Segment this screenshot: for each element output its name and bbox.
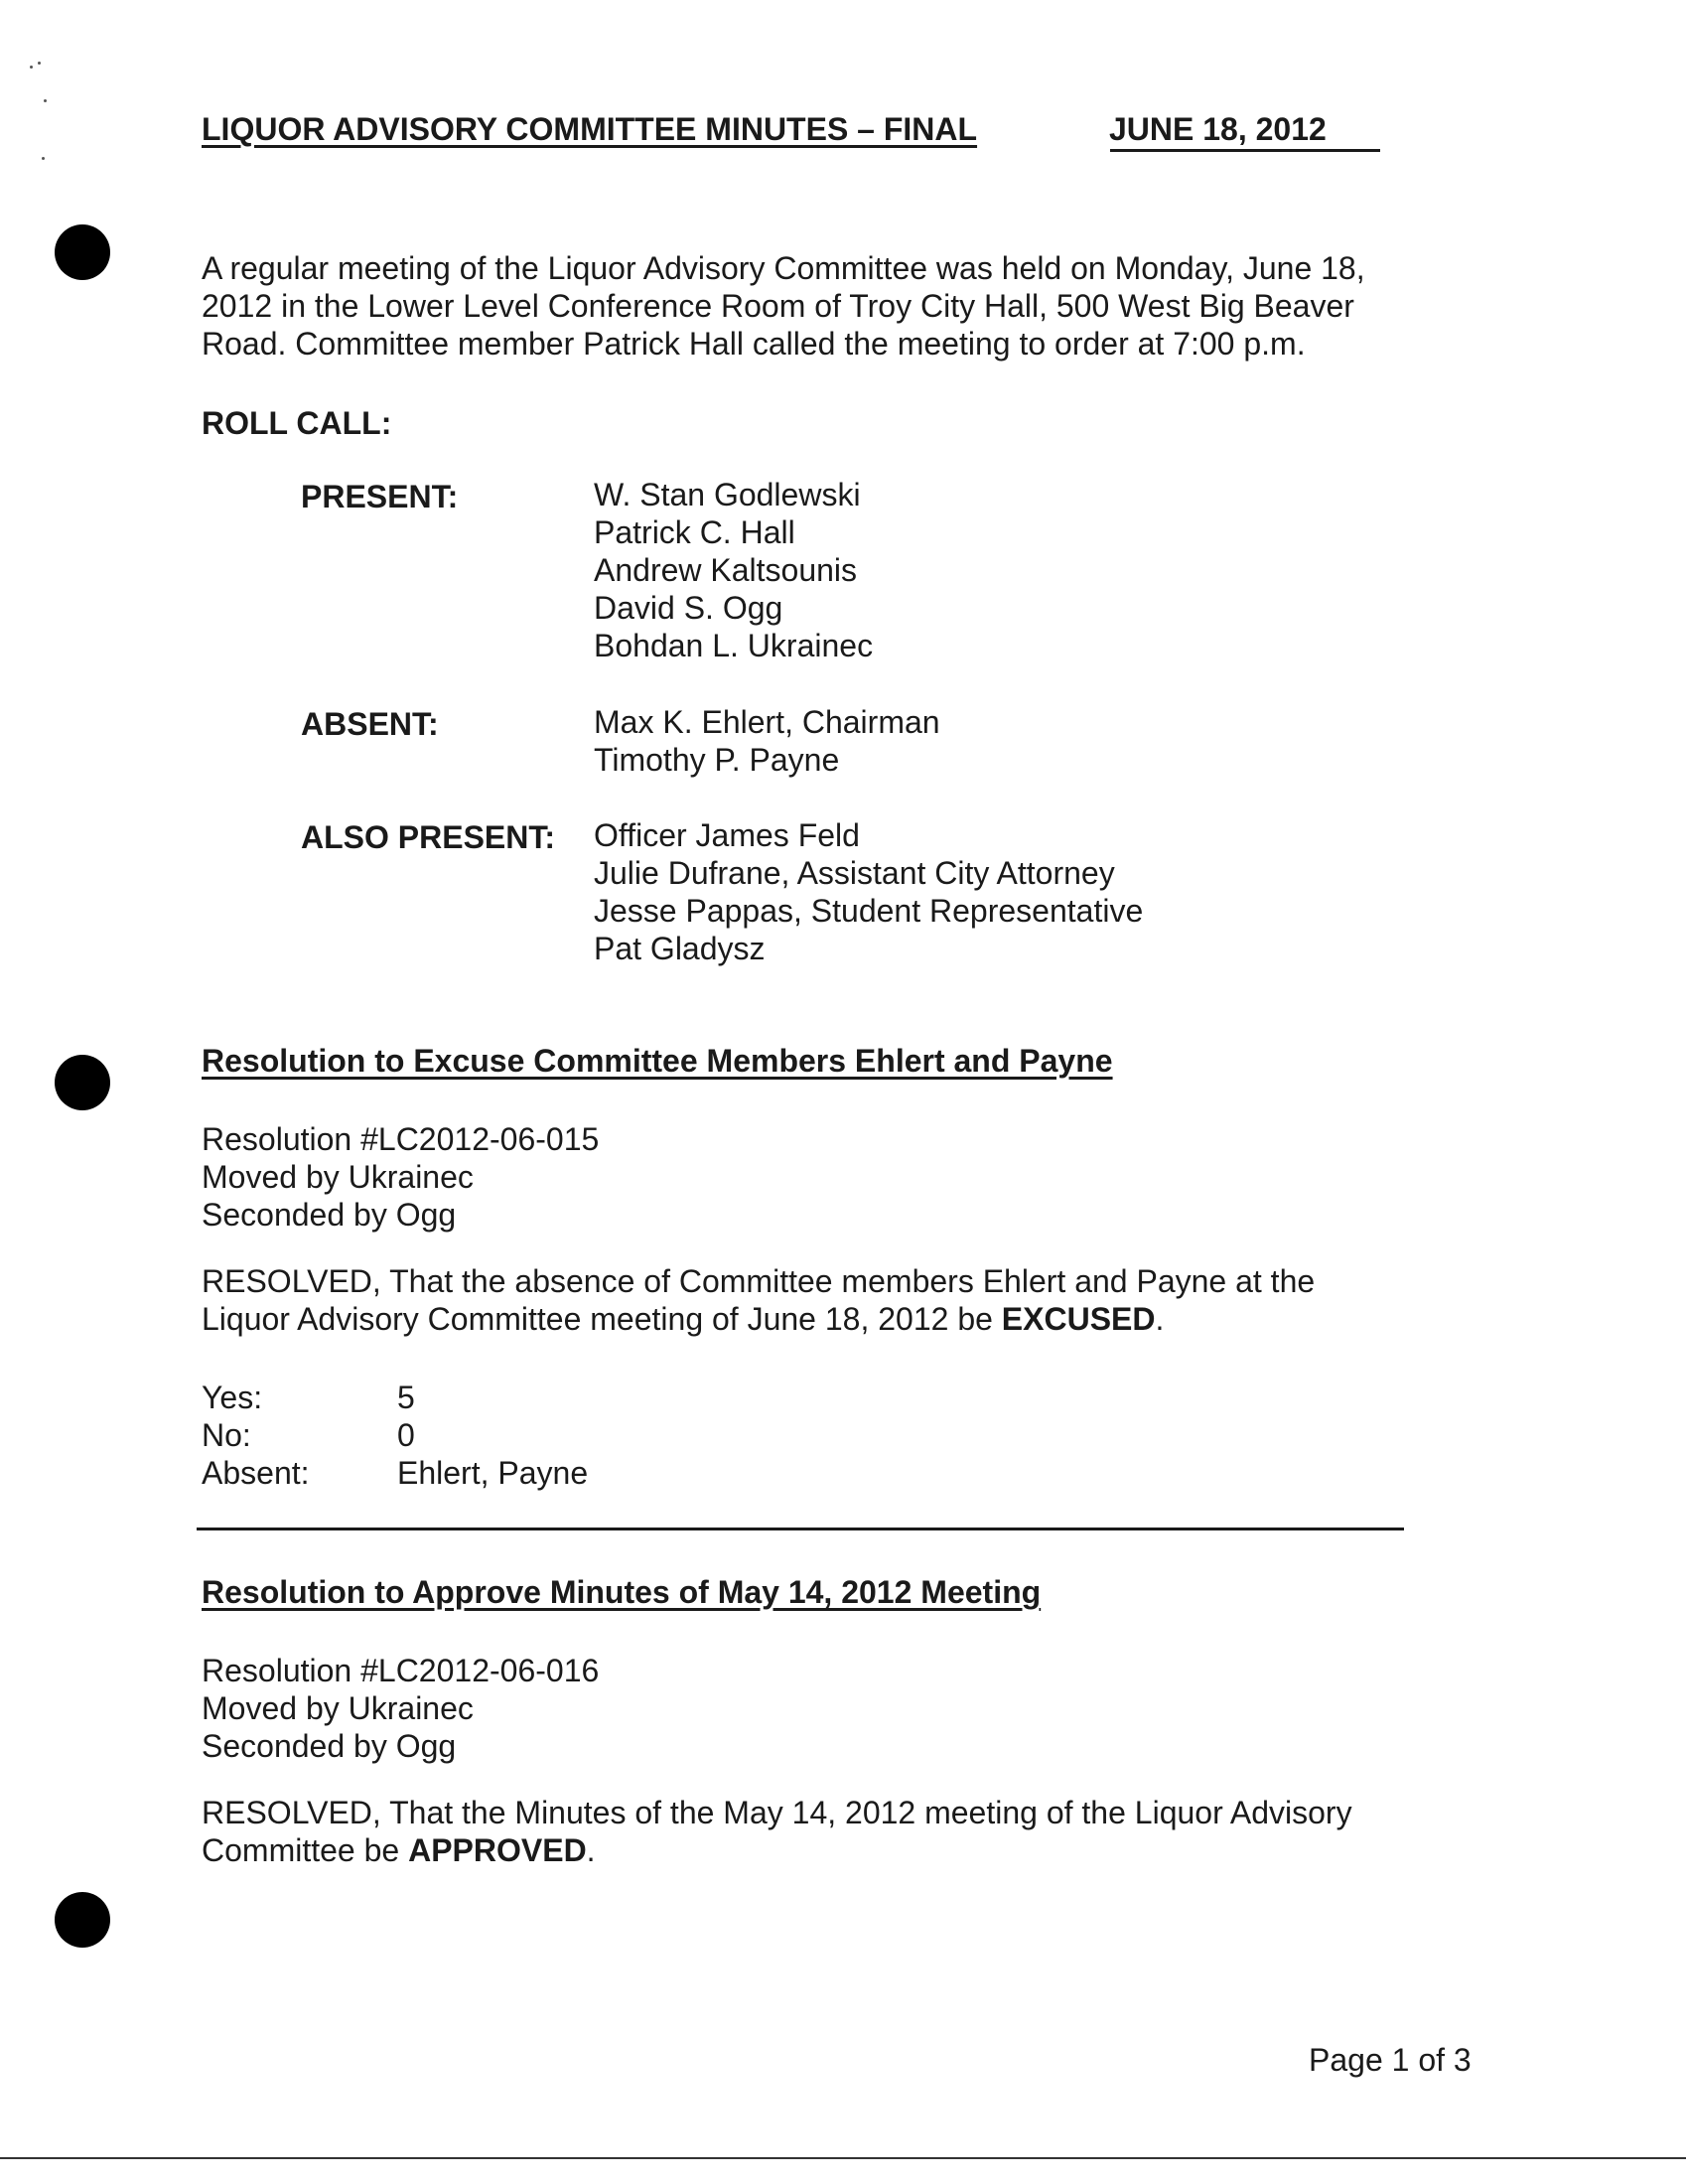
- absent-label: ABSENT:: [301, 706, 439, 742]
- moved-by: Moved by Ukrainec: [202, 1159, 474, 1195]
- resolution-2-motion: [202, 1652, 599, 1765]
- present-member: David S. Ogg: [594, 590, 783, 626]
- also-present-list: [594, 816, 1143, 967]
- intro-paragraph: A regular meeting of the Liquor Advisory Committee was held on Monday, June 18, 2012 in the Lower Level Conference Room of Troy City Hall, 500 West Big Beaver Road. Committee member Patrick Hall called the meeting to order at 7:00 p.m.: [202, 250, 1365, 362]
- page-bottom-edge: [0, 2157, 1686, 2159]
- resolution-1-title: Resolution to Excuse Committee Members Ehlert and Payne: [202, 1043, 1113, 1079]
- resolution-number: Resolution #LC2012-06-016: [202, 1653, 600, 1688]
- document-title: LIQUOR ADVISORY COMMITTEE MINUTES – FINAL: [202, 111, 978, 147]
- also-present-person: Julie Dufrane, Assistant City Attorney: [594, 855, 1115, 891]
- vote-absent-label: Absent:: [202, 1455, 310, 1491]
- absent-member: Timothy P. Payne: [594, 742, 840, 778]
- punch-hole: [55, 1892, 110, 1948]
- punch-hole: [55, 224, 110, 280]
- vote-yes-label: Yes:: [202, 1380, 263, 1415]
- vote-no-value: 0: [397, 1417, 415, 1453]
- present-member: Bohdan L. Ukrainec: [594, 628, 874, 663]
- punch-hole: [55, 1055, 110, 1110]
- vote-absent-value: Ehlert, Payne: [397, 1455, 589, 1491]
- present-member: Patrick C. Hall: [594, 514, 795, 550]
- resolution-outcome: APPROVED: [408, 1832, 587, 1868]
- document-header: [202, 111, 1379, 148]
- header-underline-extension: [1110, 149, 1380, 152]
- present-label: PRESENT:: [301, 479, 459, 514]
- also-present-person: Officer James Feld: [594, 817, 860, 853]
- vote-no-label: No:: [202, 1417, 251, 1453]
- also-present-label: ALSO PRESENT:: [301, 819, 556, 855]
- resolution-2-resolved: RESOLVED, That the Minutes of the May 14, 2012 meeting of the Liquor Advisory Committee be APPROVED.: [202, 1795, 1352, 1868]
- resolution-2-title: Resolution to Approve Minutes of May 14, 2012 Meeting: [202, 1574, 1042, 1610]
- scan-speck: [30, 66, 33, 69]
- scan-speck: [38, 62, 41, 65]
- seconded-by: Seconded by Ogg: [202, 1728, 457, 1764]
- section-divider: [197, 1528, 1404, 1530]
- seconded-by: Seconded by Ogg: [202, 1197, 457, 1233]
- also-present-person: Jesse Pappas, Student Representative: [594, 893, 1144, 929]
- present-member: Andrew Kaltsounis: [594, 552, 858, 588]
- also-present-person: Pat Gladysz: [594, 931, 766, 966]
- present-list: [594, 476, 873, 664]
- scan-speck: [42, 157, 45, 160]
- resolution-outcome: EXCUSED: [1001, 1301, 1156, 1337]
- roll-call-heading: ROLL CALL:: [202, 405, 392, 441]
- present-member: W. Stan Godlewski: [594, 477, 861, 512]
- resolution-number: Resolution #LC2012-06-015: [202, 1121, 600, 1157]
- absent-list: [594, 703, 940, 779]
- absent-member: Max K. Ehlert, Chairman: [594, 704, 940, 740]
- resolution-1-resolved: RESOLVED, That the absence of Committee members Ehlert and Payne at the Liquor Advisory Committee meeting of June 18, 2012 be EXCUSED.: [202, 1263, 1316, 1337]
- meeting-date: JUNE 18, 2012: [1109, 111, 1327, 147]
- moved-by: Moved by Ukrainec: [202, 1690, 474, 1726]
- vote-yes-value: 5: [397, 1380, 415, 1415]
- scan-speck: [44, 99, 47, 102]
- resolution-1-motion: [202, 1120, 599, 1234]
- page-number: Page 1 of 3: [1309, 2042, 1472, 2078]
